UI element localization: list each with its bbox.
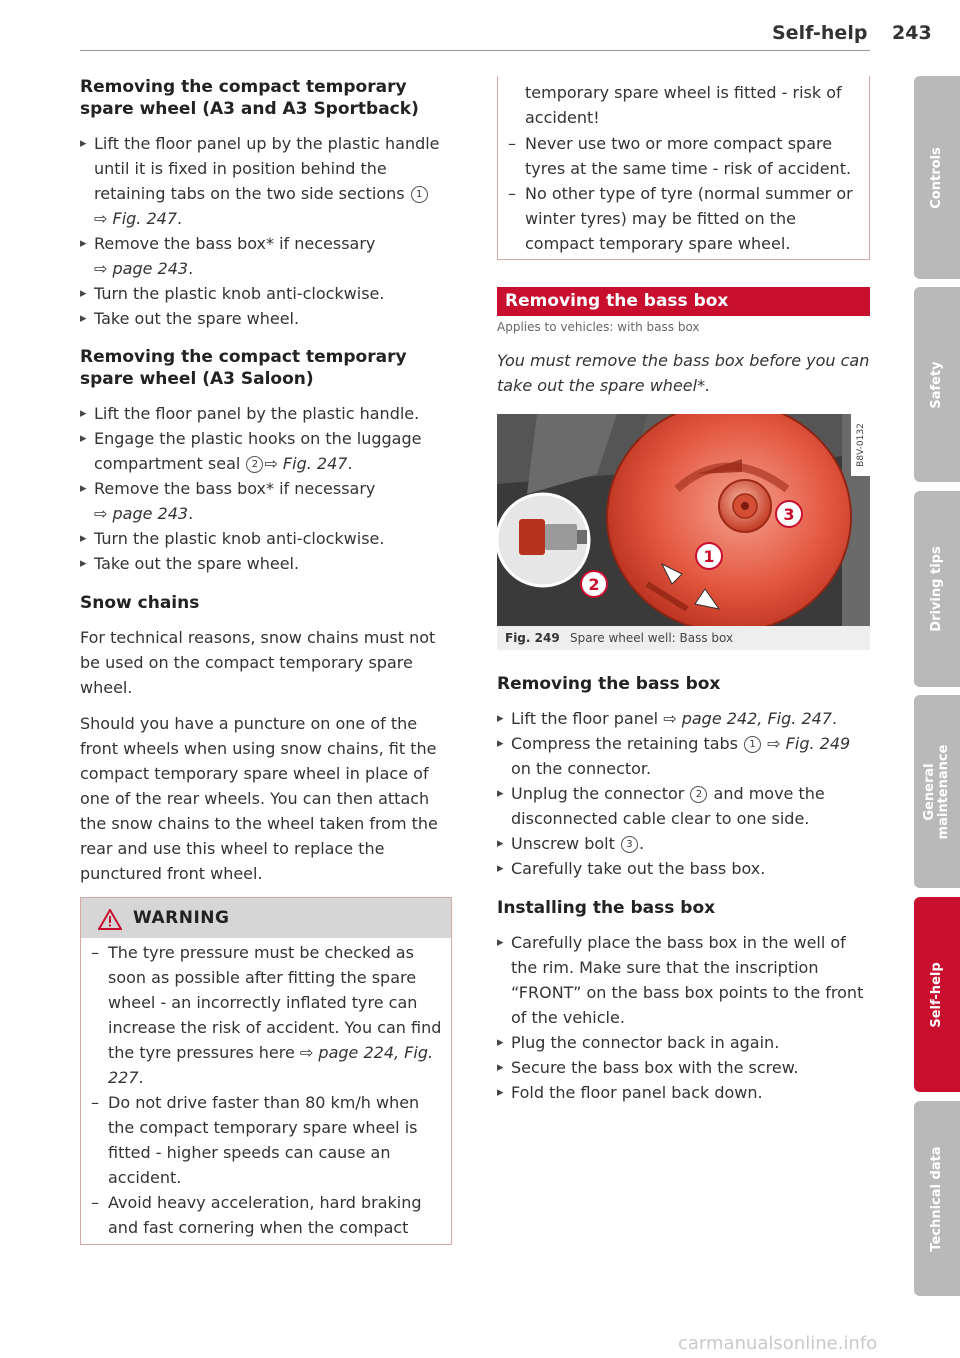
steps-remove-bass-box <box>497 706 870 881</box>
cross-reference-link[interactable]: ⇨ page 242, Fig. 247 <box>663 709 832 728</box>
list-item: ▸ Carefully place the bass box in the well of the rim. Make sure that the inscription “FRONT” on the bass box points to the front of the vehicle. <box>497 930 870 1030</box>
list-item: ▸ Remove the bass box* if necessary ⇨ page 243. <box>80 476 452 526</box>
heading-remove-spare-a3-saloon: Removing the compact temporary spare wheel (A3 Saloon) <box>80 347 407 389</box>
steps-a3-sportback <box>80 131 452 331</box>
list-item: ▸ Unplug the connector 2 and move the disconnected cable clear to one side. <box>497 781 870 831</box>
paragraph-snow-chains-2: Should you have a puncture on one of the front wheels when using snow chains, fit the compact temporary spare wheel in place of one of the rear wheels. You can then attach the snow chains to the wheel taken from the rear and use this wheel to replace the punctured front wheel. <box>80 714 438 883</box>
list-item: ▸ Take out the spare wheel. <box>80 551 452 576</box>
list-item: ▸ Lift the floor panel ⇨ page 242, Fig. 247. <box>497 706 870 731</box>
list-item: ▸ Compress the retaining tabs 1 ⇨ Fig. 249 on the connector. <box>497 731 870 781</box>
tab-general-maintenance[interactable]: General maintenance <box>914 695 960 888</box>
cross-reference-link[interactable]: ⇨ Fig. 247 <box>264 454 348 473</box>
header-rule <box>80 50 870 51</box>
list-item: ▸ Secure the bass box with the screw. <box>497 1055 870 1080</box>
tab-self-help[interactable]: Self-help <box>914 897 960 1092</box>
cross-reference-link[interactable]: ⇨ page 243 <box>94 504 189 523</box>
callout-number: 2 <box>246 456 263 473</box>
warning-list-continued <box>498 131 860 256</box>
list-item: ▸ Take out the spare wheel. <box>80 306 452 331</box>
cross-reference-link[interactable]: ⇨ page 224, Fig. 227 <box>108 1043 434 1087</box>
section-title: Removing the bass box <box>505 291 729 311</box>
intro-text: You must remove the bass box before you can take out the spare wheel*. <box>497 351 870 395</box>
list-item: ▸ Plug the connector back in again. <box>497 1030 870 1055</box>
figure-caption <box>497 626 870 650</box>
tab-technical-data[interactable]: Technical data <box>914 1101 960 1296</box>
figure-caption-text: Spare wheel well: Bass box <box>570 631 734 645</box>
running-header-section: Self-help <box>772 22 868 44</box>
callout-number: 3 <box>621 836 638 853</box>
figure-label: Fig. 249 <box>505 631 560 645</box>
warning-triangle-icon <box>98 909 122 930</box>
page-number: 243 <box>892 22 932 44</box>
list-item: ▸ Lift the floor panel by the plastic handle. <box>80 401 452 426</box>
warning-continued-text: temporary spare wheel is fitted - risk of accident! <box>525 83 842 127</box>
tab-controls[interactable]: Controls <box>914 76 960 279</box>
callout-number: 2 <box>690 786 707 803</box>
warning-header <box>81 898 451 938</box>
figure-bass-box <box>497 414 870 626</box>
heading-remove-spare-a3-sportback: Removing the compact temporary spare wheel (A3 and A3 Sportback) <box>80 77 419 119</box>
paragraph-snow-chains-1: For technical reasons, snow chains must not be used on the compact temporary spare wheel. <box>80 628 436 697</box>
heading-snow-chains: Snow chains <box>80 593 200 613</box>
warning-list <box>81 940 443 1240</box>
list-item: – No other type of tyre (normal summer or winter tyres) may be fitted on the compact temporary spare wheel. <box>498 181 860 256</box>
cross-reference-link[interactable]: ⇨ page 243 <box>94 259 189 278</box>
section-title-band <box>497 287 870 316</box>
steps-install-bass-box <box>497 930 870 1105</box>
list-item: ▸ Fold the floor panel back down. <box>497 1080 870 1105</box>
warning-box-continued <box>497 76 870 260</box>
cross-reference-link[interactable]: ⇨ Fig. 249 <box>762 734 851 753</box>
list-item: ▸ Remove the bass box* if necessary ⇨ page 243. <box>80 231 452 281</box>
callout-number: 1 <box>744 736 761 753</box>
steps-a3-saloon <box>80 401 452 576</box>
list-item: ▸ Lift the floor panel up by the plastic handle until it is fixed in position behind the retaining tabs on the two side sections 1 ⇨ Fig. 247. <box>80 131 452 231</box>
figure-callout-2: 2 <box>588 575 600 594</box>
tab-driving-tips[interactable]: Driving tips <box>914 491 960 687</box>
list-item: ▸ Turn the plastic knob anti-clockwise. <box>80 281 452 306</box>
list-item: ▸ Engage the plastic hooks on the luggage compartment seal 2 ⇨ Fig. 247. <box>80 426 452 476</box>
cross-reference-link[interactable]: ⇨ Fig. 247 <box>94 209 178 228</box>
figure-code: B8V-0132 <box>856 423 866 467</box>
list-item: ▸ Carefully take out the bass box. <box>497 856 870 881</box>
bass-box-illustration <box>497 414 870 626</box>
warning-title: WARNING <box>133 908 230 928</box>
figure-callout-3: 3 <box>783 505 795 524</box>
list-item: – Never use two or more compact spare tyres at the same time - risk of accident. <box>498 131 860 181</box>
applies-to-note: Applies to vehicles: with bass box <box>497 320 700 334</box>
heading-installing-bass-box: Installing the bass box <box>497 898 716 918</box>
list-item: ▸ Turn the plastic knob anti-clockwise. <box>80 526 452 551</box>
warning-box <box>80 897 452 1245</box>
list-item: ▸ Unscrew bolt 3 . <box>497 831 870 856</box>
figure-callout-1: 1 <box>703 547 715 566</box>
list-item: – Avoid heavy acceleration, hard braking and fast cornering when the compact <box>81 1190 443 1240</box>
heading-removing-bass-box: Removing the bass box <box>497 674 721 694</box>
list-item: – The tyre pressure must be checked as soon as possible after fitting the spare wheel - an incorrectly inflated tyre can increase the risk of accident. You can find the tyre pressures here ⇨ page 224, Fig. 227. <box>81 940 443 1090</box>
tab-safety[interactable]: Safety <box>914 287 960 482</box>
list-item: – Do not drive faster than 80 km/h when the compact temporary spare wheel is fitted - higher speeds can cause an accident. <box>81 1090 443 1190</box>
callout-number: 1 <box>411 186 428 203</box>
watermark-text: carmanualsonline.info <box>678 1333 878 1354</box>
